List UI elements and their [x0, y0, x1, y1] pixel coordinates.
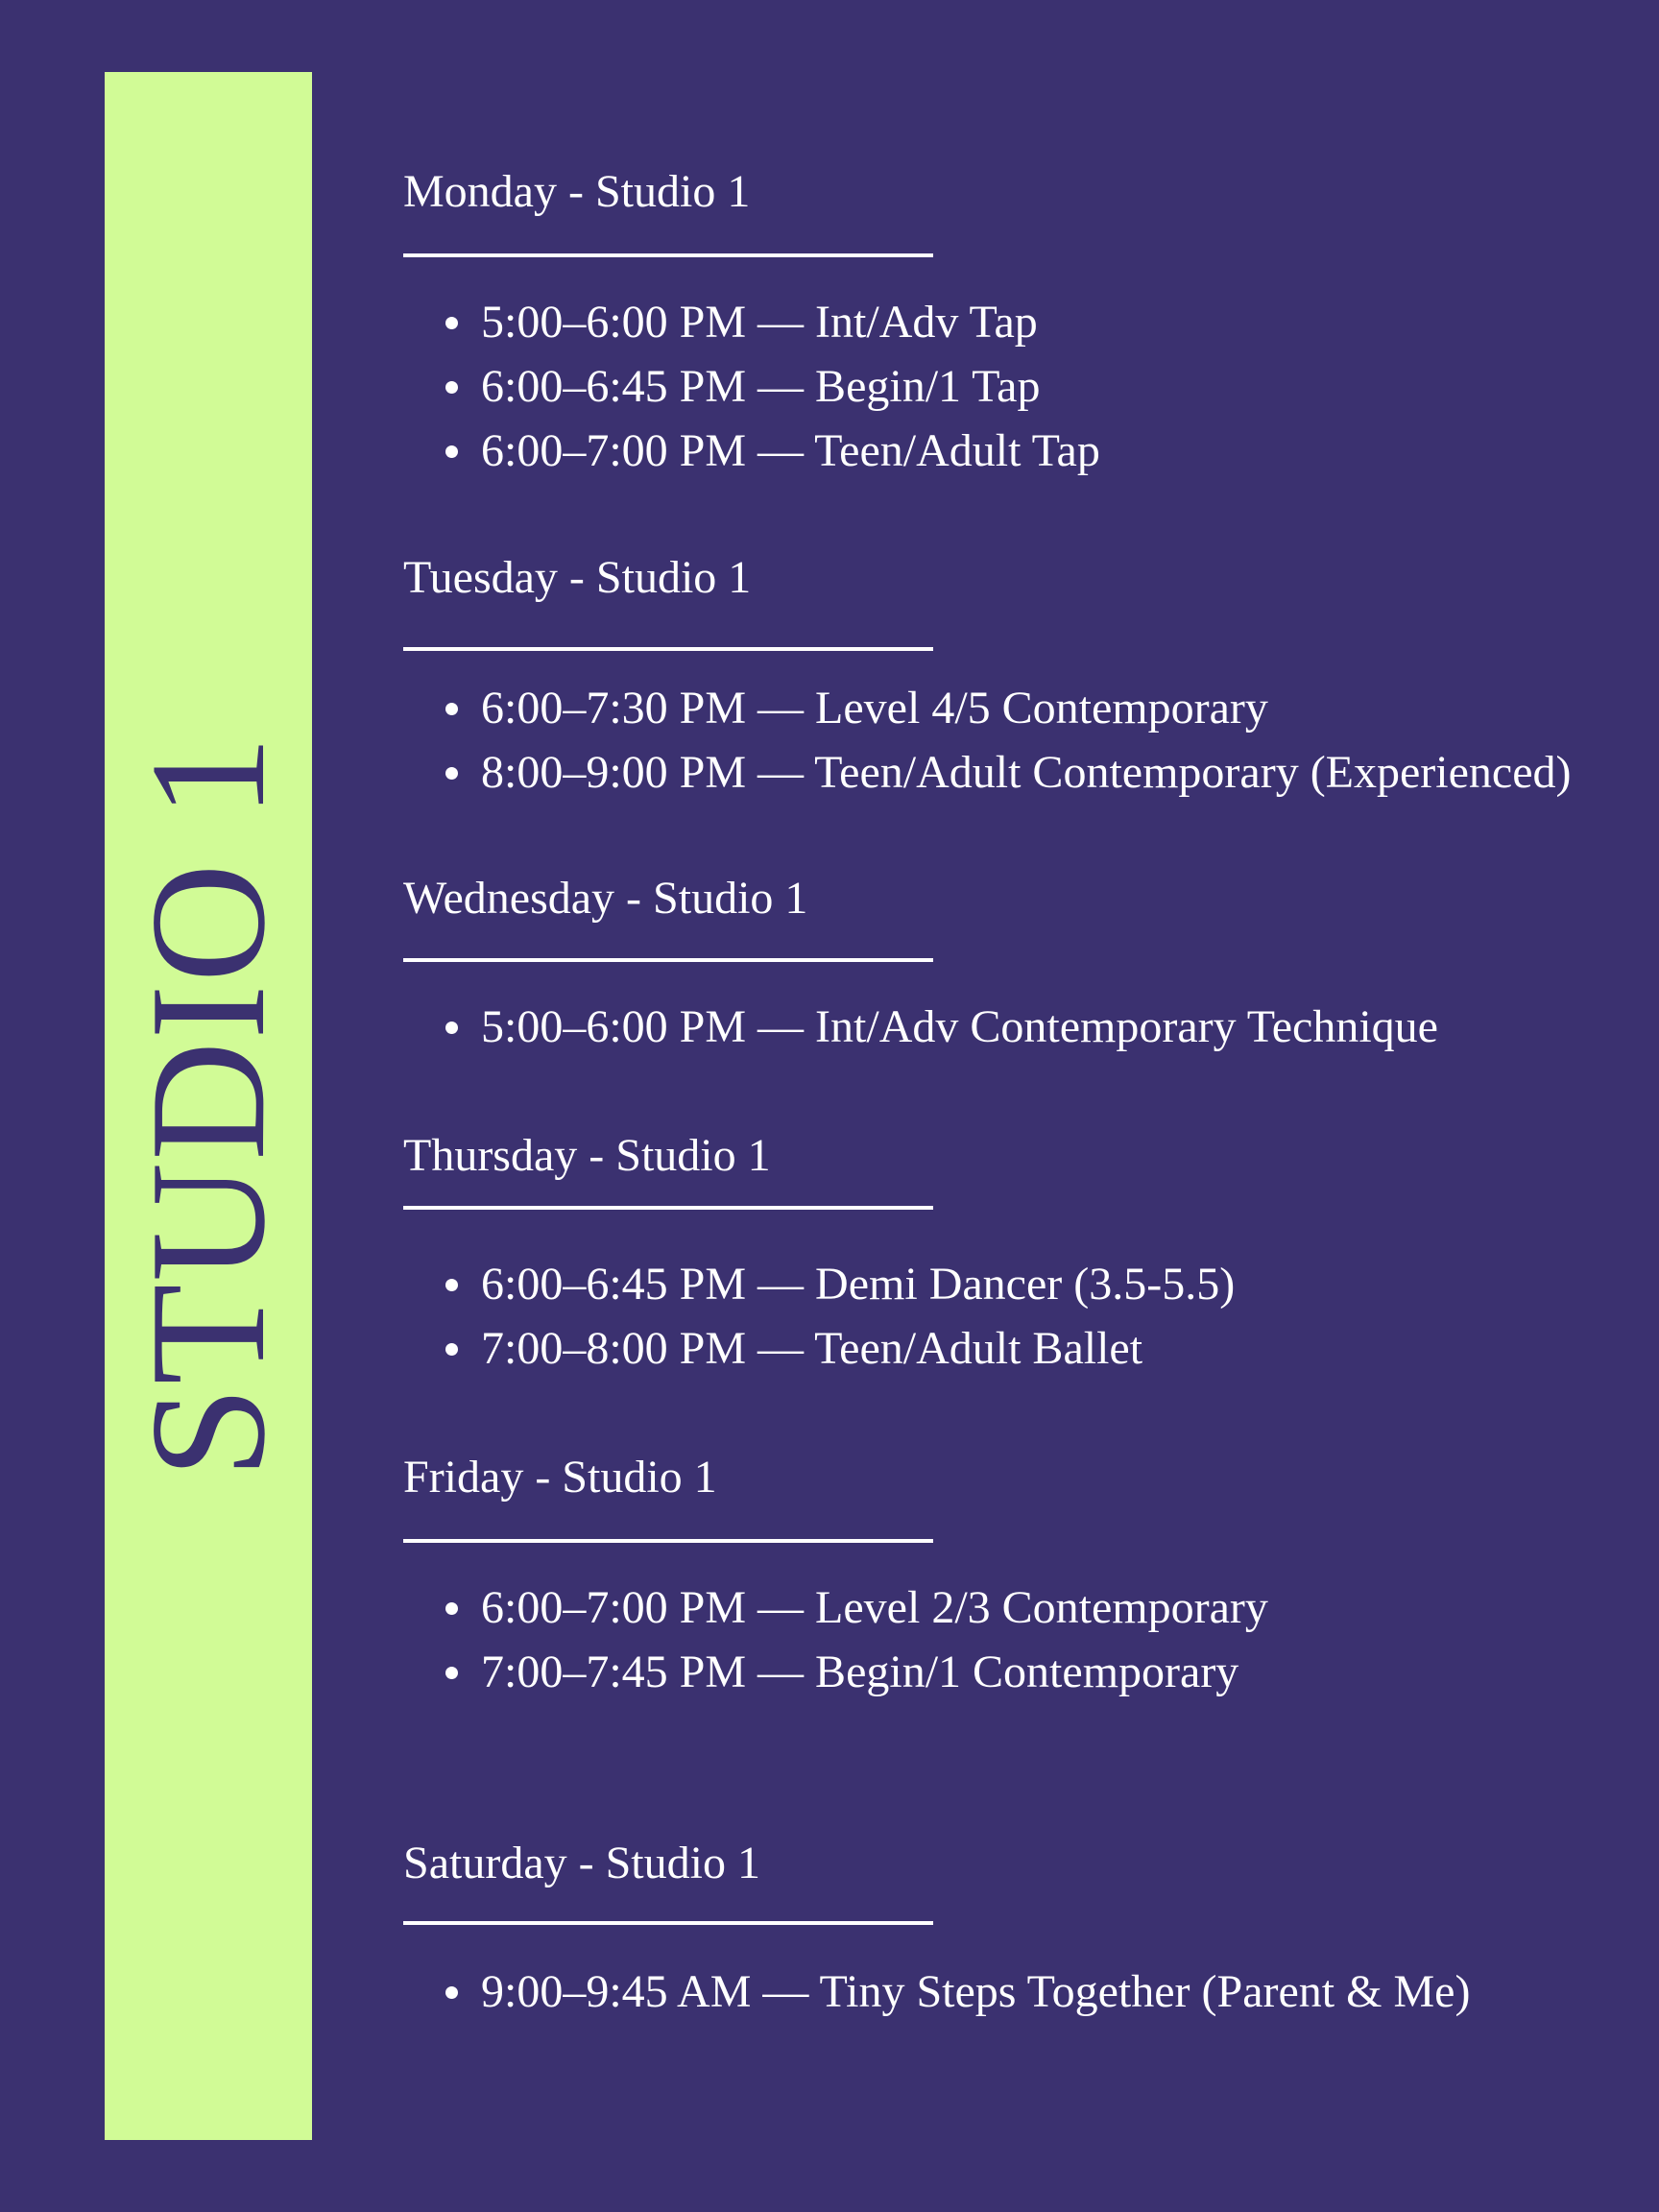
bullet-icon	[445, 1986, 458, 1999]
class-text: 5:00–6:00 PM — Int/Adv Contemporary Technique	[481, 1001, 1438, 1052]
class-text: 6:00–6:45 PM — Begin/1 Tap	[481, 361, 1041, 412]
bullet-icon	[445, 1602, 458, 1615]
day-heading: Wednesday - Studio 1	[403, 873, 808, 924]
class-text: 6:00–7:00 PM — Teen/Adult Tap	[481, 425, 1100, 476]
day-divider	[403, 1921, 933, 1925]
class-item	[403, 290, 1100, 354]
day-section-saturday	[403, 1838, 1642, 2017]
class-item	[403, 419, 1100, 483]
class-text: 8:00–9:00 PM — Teen/Adult Contemporary (Experienced)	[481, 747, 1572, 798]
day-section-wednesday	[403, 873, 1642, 1052]
class-item	[403, 995, 1438, 1059]
class-item	[403, 740, 1572, 805]
day-section-friday	[403, 1452, 1642, 1697]
bullet-icon	[445, 1667, 458, 1679]
class-list	[403, 290, 1100, 483]
class-item	[403, 1316, 1235, 1381]
day-section-monday	[403, 166, 1642, 476]
day-heading: Tuesday - Studio 1	[403, 552, 752, 603]
class-item	[403, 676, 1572, 740]
bullet-icon	[445, 1279, 458, 1291]
day-section-thursday	[403, 1130, 1642, 1374]
class-text: 6:00–7:30 PM — Level 4/5 Contemporary	[481, 683, 1268, 733]
bullet-icon	[445, 1022, 458, 1034]
class-text: 9:00–9:45 AM — Tiny Steps Together (Parent & Me)	[481, 1966, 1471, 2017]
class-list	[403, 1960, 1470, 2024]
class-item	[403, 1575, 1268, 1640]
bullet-icon	[445, 317, 458, 329]
class-item	[403, 354, 1100, 419]
class-list	[403, 995, 1438, 1059]
class-text: 5:00–6:00 PM — Int/Adv Tap	[481, 297, 1038, 348]
day-heading: Monday - Studio 1	[403, 166, 751, 217]
bullet-icon	[445, 445, 458, 458]
bullet-icon	[445, 1343, 458, 1356]
class-text: 7:00–7:45 PM — Begin/1 Contemporary	[481, 1647, 1239, 1697]
day-section-tuesday	[403, 552, 1642, 798]
studio-title: STUDIO 1	[117, 733, 300, 1479]
class-text: 6:00–7:00 PM — Level 2/3 Contemporary	[481, 1582, 1268, 1633]
class-item	[403, 1640, 1268, 1704]
class-item	[403, 1252, 1235, 1316]
class-list	[403, 1575, 1268, 1704]
class-list	[403, 1252, 1235, 1381]
day-divider	[403, 958, 933, 962]
bullet-icon	[445, 703, 458, 715]
class-text: 6:00–6:45 PM — Demi Dancer (3.5-5.5)	[481, 1259, 1236, 1310]
day-divider	[403, 1539, 933, 1543]
day-divider	[403, 253, 933, 257]
class-list	[403, 676, 1572, 805]
class-item	[403, 1960, 1470, 2024]
class-text: 7:00–8:00 PM — Teen/Adult Ballet	[481, 1323, 1143, 1374]
bullet-icon	[445, 381, 458, 394]
bullet-icon	[445, 767, 458, 780]
day-heading: Thursday - Studio 1	[403, 1130, 771, 1181]
day-divider	[403, 1206, 933, 1210]
day-divider	[403, 647, 933, 651]
day-heading: Friday - Studio 1	[403, 1452, 717, 1503]
day-heading: Saturday - Studio 1	[403, 1838, 760, 1888]
